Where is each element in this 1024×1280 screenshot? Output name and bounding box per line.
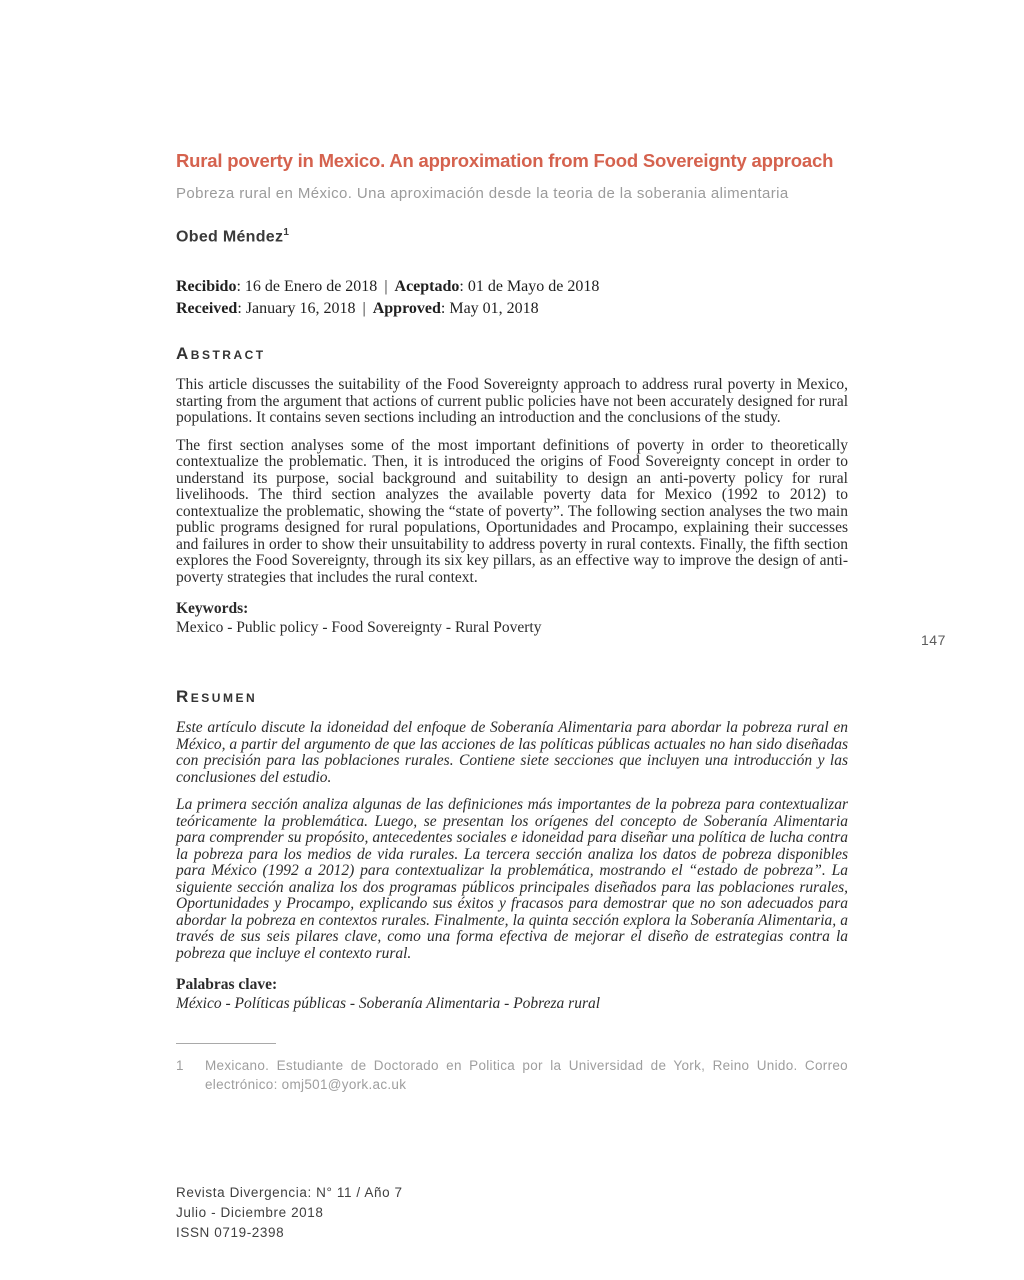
approved-label-en: Approved [372, 300, 441, 318]
accepted-label-es: Aceptado [394, 278, 460, 296]
resumen-paragraph-1: Este artículo discute la idoneidad del enfoque de Soberanía Alimentaria para abordar la pobreza rural en México, a partir del argumento de que las acciones de las políticas públicas actuales no han sido diseñadas con precisión para las poblaciones rurales. Contiene siete secciones que incluyen una introducción y las conclusiones del estudio. [176, 719, 848, 786]
dates-line-spanish [176, 276, 848, 298]
received-value-en: : January 16, 2018 [237, 300, 356, 318]
author-name: Obed Méndez [176, 228, 284, 246]
resumen-paragraph-2: La primera sección analiza algunas de las definiciones más importantes de la pobreza para contextualizar teóricamente la problemática. Luego, se presentan los orígenes del concepto de Soberanía Alimentaria para comprender su propósito, antecedentes sociales e idoneidad para diseñar una política de lucha contra la pobreza para los medios de vida rurales. La tercera sección analiza los datos de pobreza disponibles para México (1992 a 2012) para contextualizar la problemática, mostrando el “estado de pobreza”. La siguiente sección analiza los dos programas públicos principales diseñados para las poblaciones rurales, Oportunidades y Procampo, explicando sus éxitos y fracasos para demostrar que no son adecuados para abordar la pobreza en contextos rurales. Finalmente, la quinta sección explora la Soberanía Alimentaria, a través de sus seis pilares clave, como una forma efectiva de mejorar el diseño de estrategias contra la pobreza que incluye el contexto rural. [176, 796, 848, 962]
abstract-paragraph-1: This article discusses the suitability of the Food Sovereignty approach to address rural poverty in Mexico, starting from the argument that actions of current public policies have not been accurately designed for rural populations. It contains seven sections including an introduction and the conclusions of the study. [176, 376, 848, 427]
page-footer [176, 1183, 403, 1243]
footer-period-line: Julio - Diciembre 2018 [176, 1205, 324, 1220]
abstract-paragraph-2: The first section analyses some of the most important definitions of poverty in order to theoretically contextualize the problematic. Then, it is introduced the origins of Food Sovereignty concept in order to understand its purpose, social background and suitability to design an anti-poverty policy for rural livelihoods. The third section analyzes the available poverty data for Mexico (1992 to 2012) to contextualize the problematic, showing the “state of poverty”. The following section analyses the two main public programs designed for rural populations, Oportunidades and Procampo, explaining their successes and failures in order to show their unsuitability to address poverty in rural contexts. Finally, the fifth section explores the Food Sovereignty, through its six key pillars, as an effective way to improve the design of anti-poverty strategies that includes the rural context. [176, 436, 848, 586]
footer-issn-line: ISSN 0719-2398 [176, 1225, 285, 1240]
footnote [176, 1056, 848, 1094]
page-number: 147 [921, 632, 946, 648]
article-content [176, 150, 848, 1094]
received-value-es: : 16 de Enero de 2018 [236, 278, 378, 296]
footer-journal-line: Revista Divergencia: N° 11 / Año 7 [176, 1185, 403, 1200]
dates-separator: | [384, 278, 388, 296]
article-title: Rural poverty in Mexico. An approximation from Food Sovereignty approach [176, 150, 834, 171]
abstract-heading: Abstract [176, 344, 266, 364]
dates-line-english [176, 298, 848, 320]
received-label-en: Received [176, 300, 238, 318]
footnote-divider [176, 1043, 276, 1044]
footnote-marker: 1 [176, 1058, 184, 1074]
footnote-text: Mexicano. Estudiante de Doctorado en Politica por la Universidad de York, Reino Unido. Correo electrónico: omj501@york.ac.uk [205, 1058, 848, 1093]
approved-value-en: : May 01, 2018 [440, 300, 539, 318]
palabras-clave-list: México - Políticas públicas - Soberanía Alimentaria - Pobreza rural [176, 995, 601, 1013]
received-label-es: Recibido [176, 278, 237, 296]
keywords-list: Mexico - Public policy - Food Sovereignty - Rural Poverty [176, 619, 542, 637]
dates-block [176, 276, 848, 320]
accepted-value-es: : 01 de Mayo de 2018 [459, 278, 600, 296]
dates-separator: | [362, 300, 366, 318]
author-footnote-marker: 1 [283, 227, 290, 238]
resumen-heading: Resumen [176, 687, 258, 707]
article-subtitle: Pobreza rural en México. Una aproximación desde la teoria de la soberania alimentaria [176, 185, 789, 202]
palabras-clave-label: Palabras clave: [176, 976, 278, 994]
keywords-label: Keywords: [176, 600, 249, 618]
article-author [176, 227, 848, 246]
